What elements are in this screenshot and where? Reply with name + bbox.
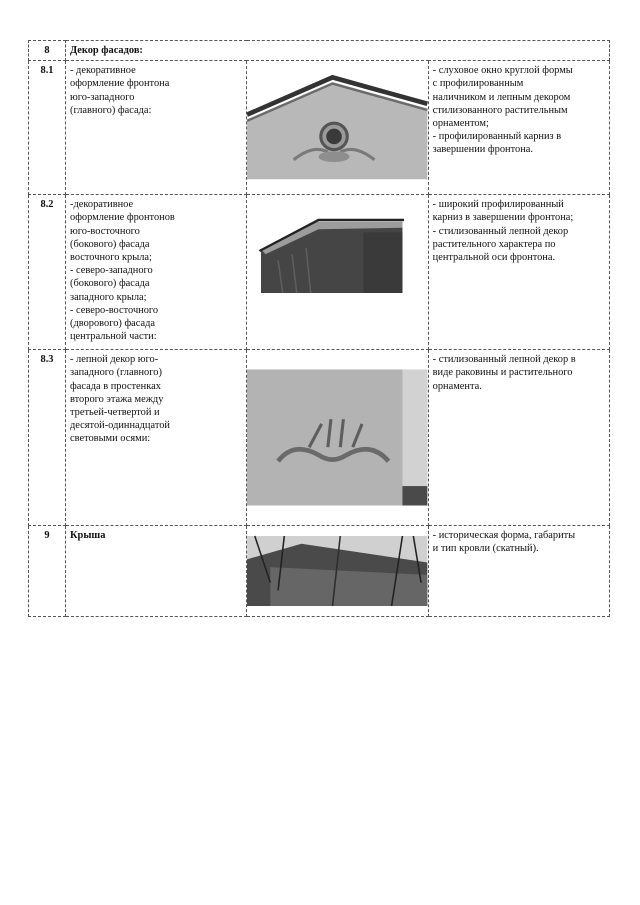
text-line: -декоративное	[70, 199, 134, 211]
row-number: 9	[29, 526, 66, 617]
text-line: - северо-восточного	[70, 304, 159, 316]
text-line: (бокового) фасада	[70, 238, 150, 250]
text-line: - широкий профилированный	[432, 199, 564, 211]
text-line: с профилированным	[432, 78, 524, 90]
text-line: наличником и лепным декором	[432, 91, 571, 103]
photo-cell	[247, 61, 428, 195]
photo-cell	[247, 195, 428, 350]
text-line: орнаментом;	[432, 118, 489, 130]
text-line: западного крыла;	[70, 291, 147, 303]
row-remarks	[428, 61, 609, 195]
table-row	[29, 350, 610, 526]
section-number: 8	[29, 41, 66, 61]
text-line: стилизованного растительным	[432, 104, 568, 116]
cornice-photo	[247, 195, 427, 349]
text-line: (главного) фасада:	[70, 104, 152, 116]
text-line: - стилизованный лепной декор в	[432, 354, 576, 366]
section-title: Декор фасадов:	[66, 41, 610, 61]
row-description	[66, 195, 247, 350]
text-line: карниз в завершении фронтона;	[432, 212, 574, 224]
text-line: западного (главного)	[70, 367, 162, 379]
row-number: 8.2	[29, 195, 66, 350]
row-number: 8.1	[29, 61, 66, 195]
text-line: десятой-одиннадцатой	[70, 420, 170, 432]
text-line: третьей-четвертой и	[70, 407, 160, 419]
text-line: - декоративное	[70, 65, 136, 77]
text-line: - стилизованный лепной декор	[432, 225, 569, 237]
document-table	[28, 40, 610, 617]
text-line: второго этажа между	[70, 393, 164, 405]
text-line: орнамента.	[432, 380, 482, 392]
text-line: фасада в простенках	[70, 380, 161, 392]
row-description	[66, 350, 247, 526]
text-line: юго-восточного	[70, 225, 140, 237]
pediment-photo	[247, 61, 427, 194]
stucco-decor-photo	[247, 350, 427, 525]
text-line: оформление фронтонов	[70, 212, 175, 224]
text-line: растительного характера по	[432, 238, 556, 250]
row-number: 8.3	[29, 350, 66, 526]
photo-cell	[247, 526, 428, 617]
row-description	[66, 61, 247, 195]
text-line: (бокового) фасада	[70, 278, 150, 290]
table-row	[29, 195, 610, 350]
text-line: юго-западного	[70, 91, 135, 103]
text-line: (дворового) фасада	[70, 318, 156, 330]
table-row	[29, 41, 610, 61]
text-line: световыми осями:	[70, 433, 151, 445]
text-line: - историческая форма, габариты	[432, 530, 576, 542]
row-title: Крыша	[66, 526, 247, 617]
text-line: восточного крыла;	[70, 252, 152, 264]
table-row	[29, 61, 610, 195]
text-line: и тип кровли (скатный).	[432, 543, 539, 555]
table-row	[29, 526, 610, 617]
text-line: - лепной декор юго-	[70, 354, 159, 366]
text-line: - профилированный карниз в	[432, 131, 562, 143]
row-remarks	[428, 350, 609, 526]
text-line: завершении фронтона.	[432, 144, 533, 156]
photo-cell	[247, 350, 428, 526]
text-line: - слуховое окно круглой формы	[432, 65, 573, 77]
text-line: оформление фронтона	[70, 78, 170, 90]
text-line: виде раковины и растительного	[432, 367, 573, 379]
text-line: центральной части:	[70, 331, 157, 343]
row-remarks	[428, 526, 609, 617]
row-remarks	[428, 195, 609, 350]
roof-photo	[247, 526, 427, 616]
text-line: центральной оси фронтона.	[432, 252, 556, 264]
text-line: - северо-западного	[70, 265, 153, 277]
